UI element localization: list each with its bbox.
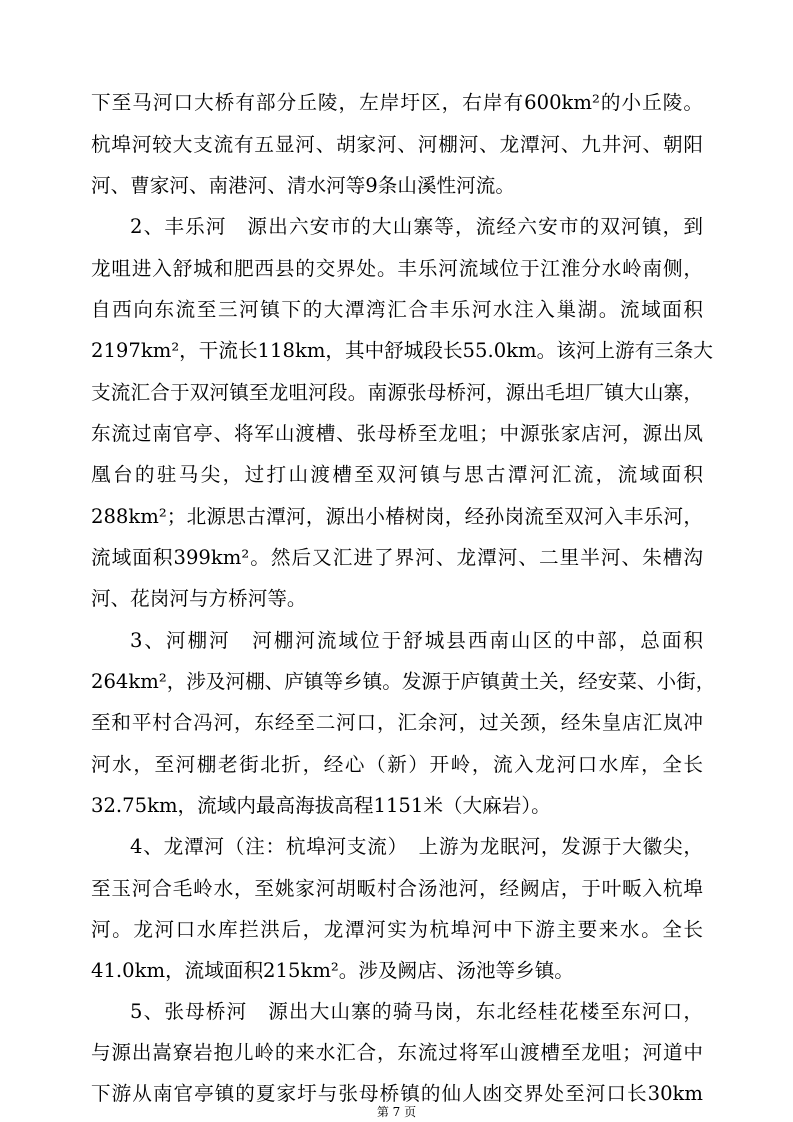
text-line: 2197km²，干流长118km，其中舒城段长55.0km。该河上游有三条大	[91, 339, 713, 362]
text-line: 凰台的驻马尖，过打山渡槽至双河镇与思古潭河汇流，流域面积	[91, 463, 703, 486]
text-line: 4、龙潭河（注：杭埠河支流） 上游为龙眠河，发源于大徽尖，	[130, 835, 703, 858]
text-line: 自西向东流至三河镇下的大潭湾汇合丰乐河水注入巢湖。流域面积	[91, 298, 703, 321]
text-line: 河水，至河棚老街北折，经心（新）开岭，流入龙河口水库，全长	[91, 753, 703, 776]
text-line: 至玉河合毛岭水，至姚家河胡畈村合汤池河，经阙店，于叶畈入杭埠	[91, 877, 703, 900]
text-line: 河、花岗河与方桥河等。	[91, 587, 307, 610]
text-line: 龙咀进入舒城和肥西县的交界处。丰乐河流域位于江淮分水岭南侧，	[91, 257, 703, 280]
text-line: 下至马河口大桥有部分丘陵，左岸圩区，右岸有600km²的小丘陵。	[91, 91, 703, 114]
text-line: 41.0km，流域面积215km²。涉及阙店、汤池等乡镇。	[91, 959, 574, 982]
text-line: 264km²，涉及河棚、庐镇等乡镇。发源于庐镇黄土关，经安菜、小街，	[91, 670, 716, 693]
text-line: 杭埠河较大支流有五显河、胡家河、河棚河、龙潭河、九井河、朝阳	[91, 133, 703, 156]
text-line: 5、张母桥河 源出大山寨的骑马岗，东北经桂花楼至东河口，	[130, 1000, 703, 1023]
text-line: 与源出嵩寮岩抱儿岭的来水汇合，东流过将军山渡槽至龙咀；河道中	[91, 1041, 703, 1064]
text-line: 至和平村合冯河，东经至二河口，汇余河，过关颈，经朱皇店汇岚冲	[91, 711, 703, 734]
text-line: 288km²；北源思古潭河，源出小椿树岗，经孙岗流至双河入丰乐河，	[91, 505, 703, 528]
text-line: 东流过南官亭、将军山渡槽、张母桥至龙咀；中源张家店河，源出凤	[91, 422, 703, 445]
text-line: 流域面积399km²。然后又汇进了界河、龙潭河、二里半河、朱槽沟	[91, 546, 703, 569]
text-line: 2、丰乐河 源出六安市的大山寨等，流经六安市的双河镇，到	[130, 215, 703, 238]
text-line: 支流汇合于双河镇至龙咀河段。南源张母桥河，源出毛坦厂镇大山寨，	[91, 381, 703, 404]
text-line: 河。龙河口水库拦洪后，龙潭河实为杭埠河中下游主要来水。全长	[91, 918, 703, 941]
text-line: 下游从南官亭镇的夏家圩与张母桥镇的仙人凼交界处至河口长30km	[91, 1082, 703, 1105]
text-line: 32.75km，流域内最高海拔高程1151米（大麻岩）。	[91, 794, 551, 817]
text-line: 河、曹家河、南港河、清水河等9条山溪性河流。	[91, 174, 515, 197]
page-number: 第 7 页	[376, 1105, 417, 1119]
text-line: 3、河棚河 河棚河流域位于舒城县西南山区的中部，总面积	[130, 629, 703, 652]
